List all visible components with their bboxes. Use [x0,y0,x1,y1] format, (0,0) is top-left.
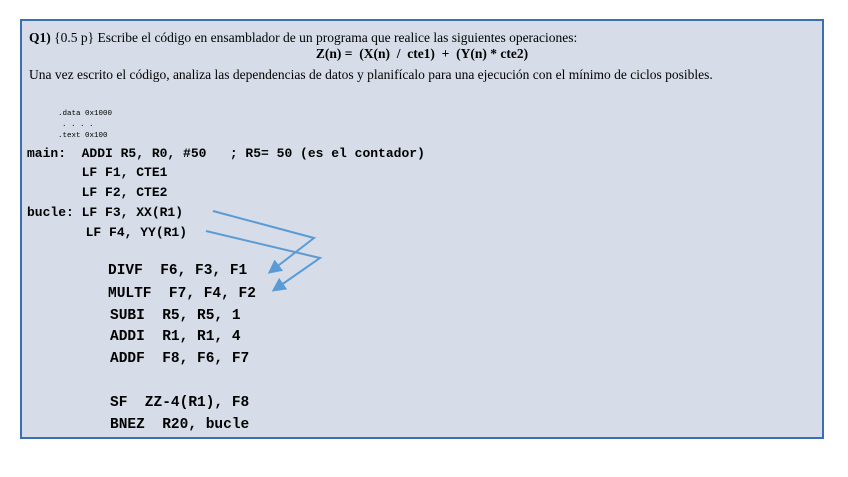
scheduled-instruction: BNEZ R20, bucle [110,417,250,433]
text-directive: .text 0x100 [58,132,108,140]
code-line: LF F1, CTE1 [27,165,168,180]
dependency-arrow-f3 [213,211,314,272]
instruction-text: Una vez escrito el código, analiza las dependencias de datos y planifícalo para una ejecución con el mínimo de ciclos posibles. [29,67,713,82]
scheduled-instruction: DIVF F6, F3, F1 [108,263,248,279]
code-line: bucle: LF F3, XX(R1) [27,205,184,220]
code-line: main: ADDI R5, R0, #50 ; R5= 50 (es el contador) [27,146,425,161]
data-directive: .data 0x1000 [58,110,113,118]
formula: Z(n) = (X(n) / cte1) + (Y(n) * cte2) [315,46,529,61]
scheduled-instruction: ADDI R1, R1, 4 [110,329,241,345]
scheduled-instruction: SF ZZ-4(R1), F8 [110,395,250,411]
question-statement: Escribe el código en ensamblador de un programa que realice las siguientes operaciones: [97,30,578,45]
scheduled-instruction: MULTF F7, F4, F2 [108,286,256,302]
ellipsis-dots: . . . . [62,121,94,129]
scheduled-instruction: SUBI R5, R5, 1 [110,308,241,324]
code-line: LF F2, CTE2 [27,185,168,200]
question-points: {0.5 p} [54,30,95,45]
dependency-arrow-f4 [206,231,320,290]
question-label: Q1) [29,30,51,45]
scheduled-instruction: ADDF F8, F6, F7 [110,351,250,367]
code-line: LF F4, YY(R1) [31,225,188,240]
